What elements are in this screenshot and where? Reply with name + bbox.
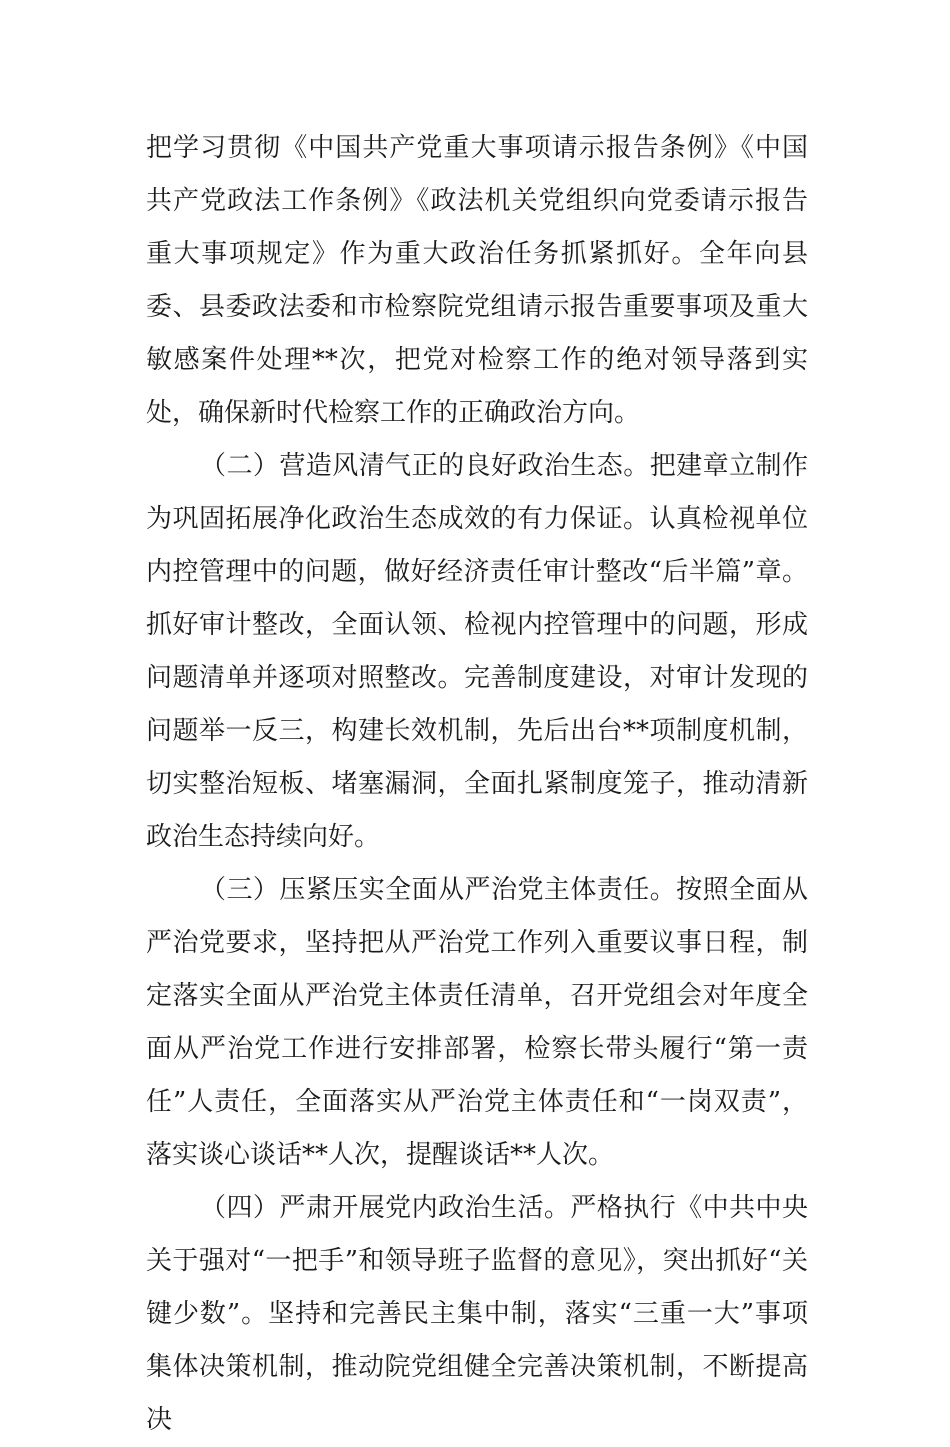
document-body: [146, 122, 808, 1447]
paragraph-section-4: （四）严肃开展党内政治生活。严格执行《中共中央关于强对“一把手”和领导班子监督的意见》，突出抓好“关键少数”。坚持和完善民主集中制，落实“三重一大”事项集体决策机制，推动院党组健全完善决策机制，不断提高决: [146, 1193, 808, 1435]
paragraph-section-2: （二）营造风清气正的良好政治生态。把建章立制作为巩固拓展净化政治生态成效的有力保证。认真检视单位内控管理中的问题，做好经济责任审计整改“后半篇”章。抓好审计整改，全面认领、检视内控管理中的问题，形成问题清单并逐项对照整改。完善制度建设，对审计发现的问题举一反三，构建长效机制，先后出台**项制度机制，切实整治短板、堵塞漏洞，全面扎紧制度笼子，推动清新政治生态持续向好。: [146, 451, 808, 852]
paragraph-section-3: （三）压紧压实全面从严治党主体责任。按照全面从严治党要求，坚持把从严治党工作列入重要议事日程，制定落实全面从严治党主体责任清单，召开党组会对年度全面从严治党工作进行安排部署，检察长带头履行“第一责任”人责任，全面落实从严治党主体责任和“一岗双责”，落实谈心谈话**人次，提醒谈话**人次。: [146, 875, 808, 1170]
paragraph-continued: 把学习贯彻《中国共产党重大事项请示报告条例》《中国共产党政法工作条例》《政法机关党组织向党委请示报告重大事项规定》作为重大政治任务抓紧抓好。全年向县委、县委政法委和市检察院党组请示报告重要事项及重大敏感案件处理**次，把党对检察工作的绝对领导落到实处，确保新时代检察工作的正确政治方向。: [146, 133, 808, 428]
